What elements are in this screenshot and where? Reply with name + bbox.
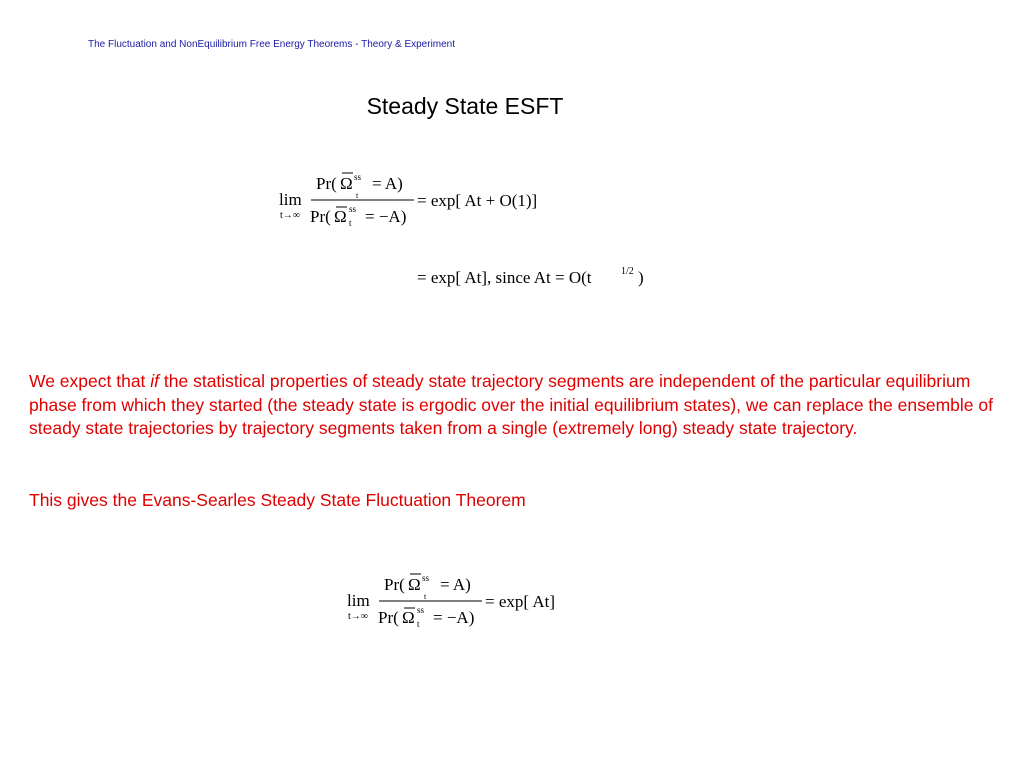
numerator-sub: t: [424, 592, 427, 601]
numerator-sup: ss: [354, 172, 362, 182]
paragraph1-start: We expect that: [29, 371, 151, 391]
equation2-close: ): [638, 268, 644, 287]
paragraph1-rest: the statistical properties of steady state trajectory segments are independent of the particular equilibrium phase from which they started (the steady state is ergodic over the initial equilibrium states), we can replace the ensemble of steady state trajectories by trajectory segments taken from a single (extremely long) steady state trajectory.: [29, 371, 993, 438]
limit-subscript: t→∞: [348, 611, 368, 622]
numerator-rhs: = A): [440, 575, 471, 594]
equation-esft-limit: [276, 168, 566, 232]
equation3-rhs: = exp[ At]: [485, 592, 556, 611]
paragraph-ergodic-assumption: [29, 370, 1004, 441]
denominator-rhs: = −A): [365, 207, 407, 226]
lim-operator: lim: [279, 190, 302, 209]
equation2-main: = exp[ At], since At = O(t: [417, 268, 592, 287]
numerator-rhs: = A): [372, 174, 403, 193]
numerator-omega: Ω: [340, 174, 353, 193]
equation1-rhs: = exp[ At + O(1)]: [417, 191, 538, 210]
slide-title: Steady State ESFT: [366, 93, 564, 119]
denominator-omega: Ω: [402, 608, 415, 627]
paragraph1-italic-if: if: [150, 371, 160, 391]
denominator-sup: ss: [417, 605, 425, 615]
denominator-sub: t: [417, 619, 420, 629]
numerator-omega: Ω: [408, 575, 421, 594]
numerator-sup: ss: [422, 573, 430, 583]
limit-subscript: t→∞: [280, 210, 300, 221]
denominator-pr: Pr(: [310, 207, 331, 226]
equation-ssft: [344, 569, 584, 633]
paragraph-theorem-intro: This gives the Evans-Searles Steady State Fluctuation Theorem: [29, 490, 526, 510]
denominator-sub: t: [349, 218, 352, 228]
denominator-omega: Ω: [334, 207, 347, 226]
equation-since: [414, 262, 654, 292]
lim-operator: lim: [347, 591, 370, 610]
numerator-pr: Pr(: [316, 174, 337, 193]
numerator-pr: Pr(: [384, 575, 405, 594]
denominator-pr: Pr(: [378, 608, 399, 627]
numerator-sub: t: [356, 191, 359, 200]
denominator-rhs: = −A): [433, 608, 475, 627]
slide-header: The Fluctuation and NonEquilibrium Free Energy Theorems - Theory & Experiment: [88, 39, 456, 50]
equation2-exponent: 1/2: [621, 266, 634, 277]
denominator-sup: ss: [349, 204, 357, 214]
